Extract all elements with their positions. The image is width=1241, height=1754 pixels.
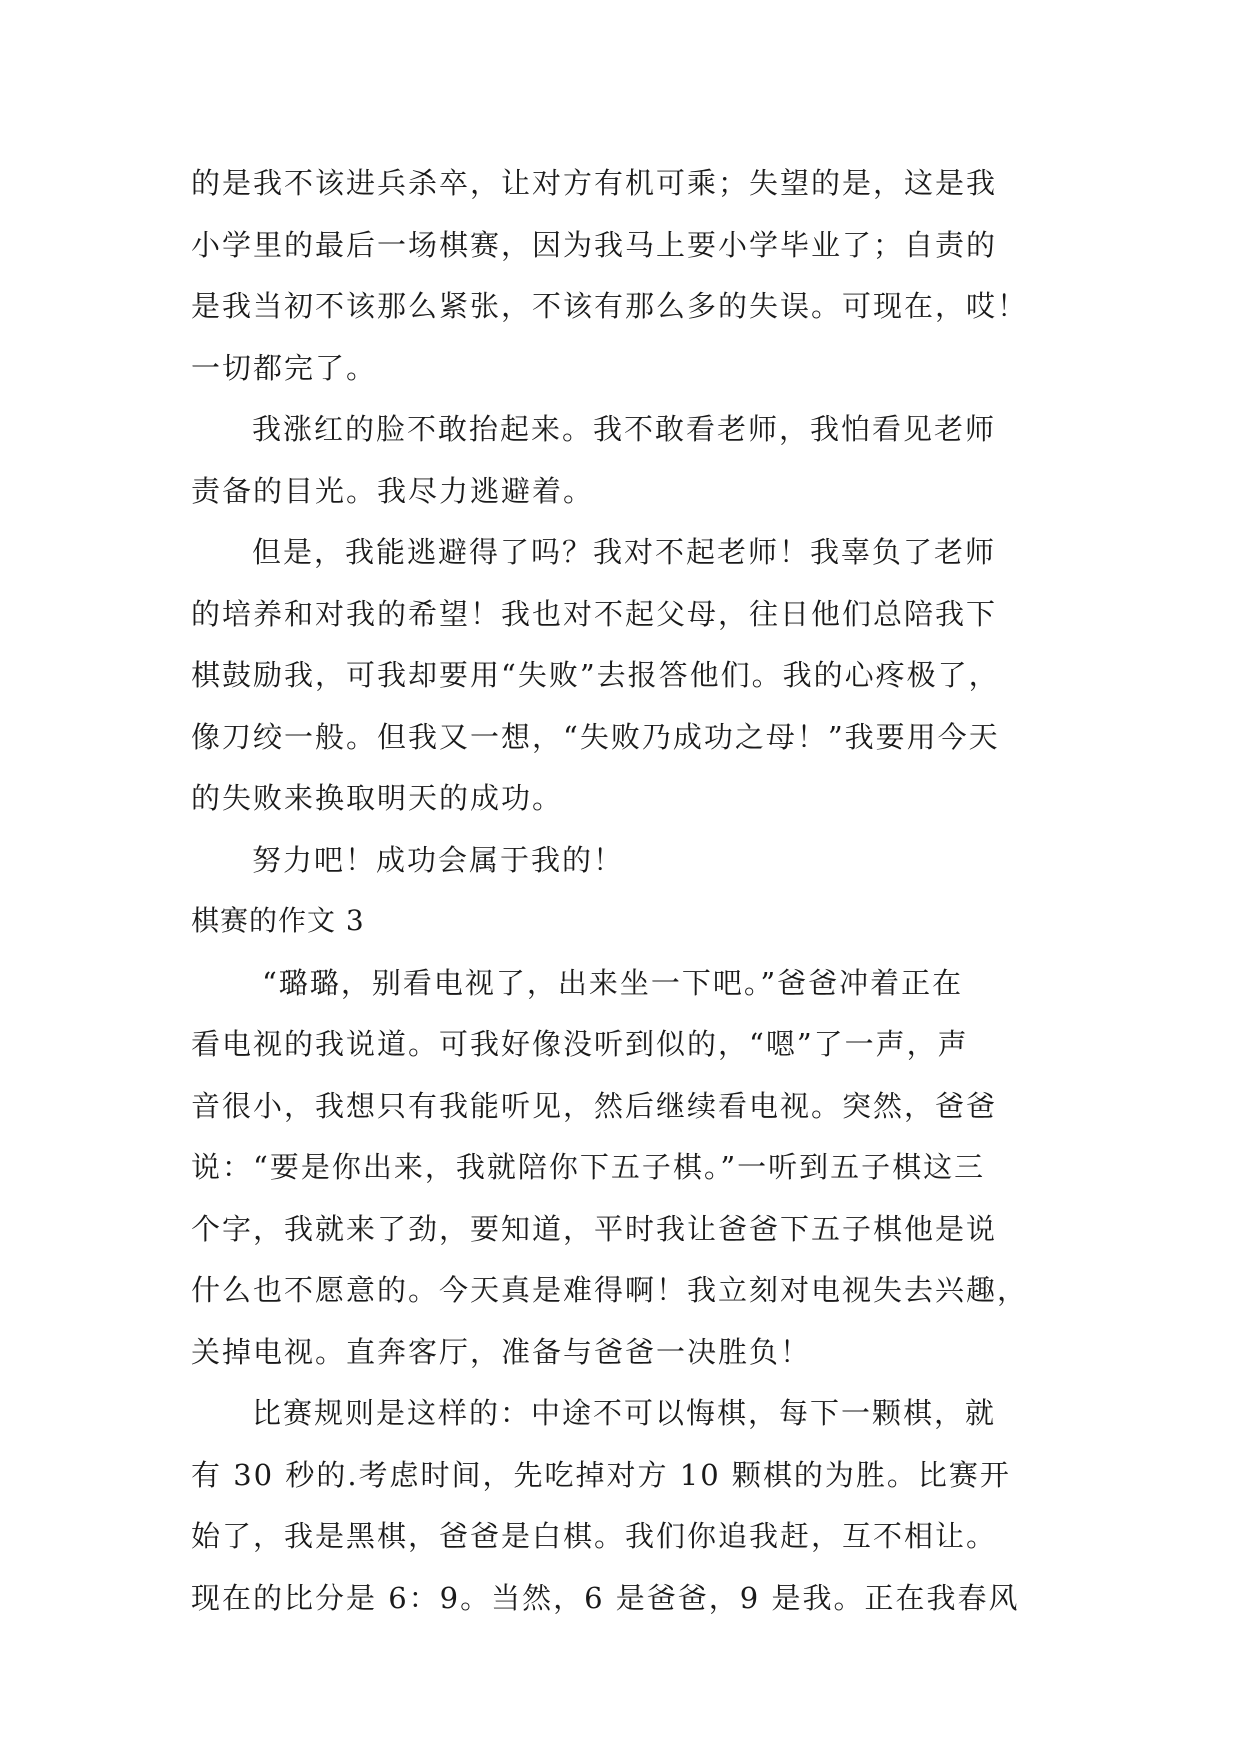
text-line: 个字，我就来了劲，要知道，平时我让爸爸下五子棋他是说 — [191, 1212, 998, 1246]
paragraph-start-line: “璐璐，别看电视了，出来坐一下吧。”爸爸冲着正在 — [262, 966, 964, 1000]
section-heading: 棋赛的作文 3 — [191, 904, 365, 937]
text-line: 现在的比分是 6：9。当然，6 是爸爸，9 是我。正在我春风 — [191, 1581, 1020, 1615]
text-line: 看电视的我说道。可我好像没听到似的，“嗯”了一声，声 — [191, 1027, 969, 1061]
text-line: 关掉电视。直奔客厅，准备与爸爸一决胜负！ — [191, 1335, 812, 1369]
text-line: 一切都完了。 — [191, 351, 378, 385]
text-line: 责备的目光。我尽力逃避着。 — [191, 474, 595, 508]
paragraph-start-line: 但是，我能逃避得了吗？我对不起老师！我辜负了老师 — [252, 535, 997, 569]
text-line: 是我当初不该那么紧张，不该有那么多的失误。可现在，哎！ — [191, 289, 1029, 323]
text-line: 棋鼓励我，可我却要用“失败”去报答他们。我的心疼极了， — [191, 658, 1000, 692]
text-line: 说：“要是你出来，我就陪你下五子棋。”一听到五子棋这三 — [191, 1150, 986, 1184]
text-line: 像刀绞一般。但我又一想，“失败乃成功之母！”我要用今天 — [191, 720, 1000, 754]
text-line: 的失败来换取明天的成功。 — [191, 781, 564, 815]
text-line: 的是我不该进兵杀卒，让对方有机可乘；失望的是，这是我 — [191, 166, 998, 200]
paragraph-start-line: 努力吧！成功会属于我的！ — [252, 843, 625, 877]
text-line: 的培养和对我的希望！我也对不起父母，往日他们总陪我下 — [191, 597, 998, 631]
paragraph-start-line: 我涨红的脸不敢抬起来。我不敢看老师，我怕看见老师 — [252, 412, 997, 446]
text-line: 小学里的最后一场棋赛，因为我马上要小学毕业了；自责的 — [191, 228, 998, 262]
text-line: 有 30 秒的.考虑时间，先吃掉对方 10 颗棋的为胜。比赛开 — [191, 1458, 1011, 1492]
text-line: 始了，我是黑棋，爸爸是白棋。我们你追我赶，互不相让。 — [191, 1519, 998, 1553]
text-line: 音很小，我想只有我能听见，然后继续看电视。突然，爸爸 — [191, 1089, 998, 1123]
paragraph-start-line: 比赛规则是这样的：中途不可以悔棋，每下一颗棋，就 — [252, 1396, 997, 1430]
text-line: 什么也不愿意的。今天真是难得啊！我立刻对电视失去兴趣， — [191, 1273, 1029, 1307]
